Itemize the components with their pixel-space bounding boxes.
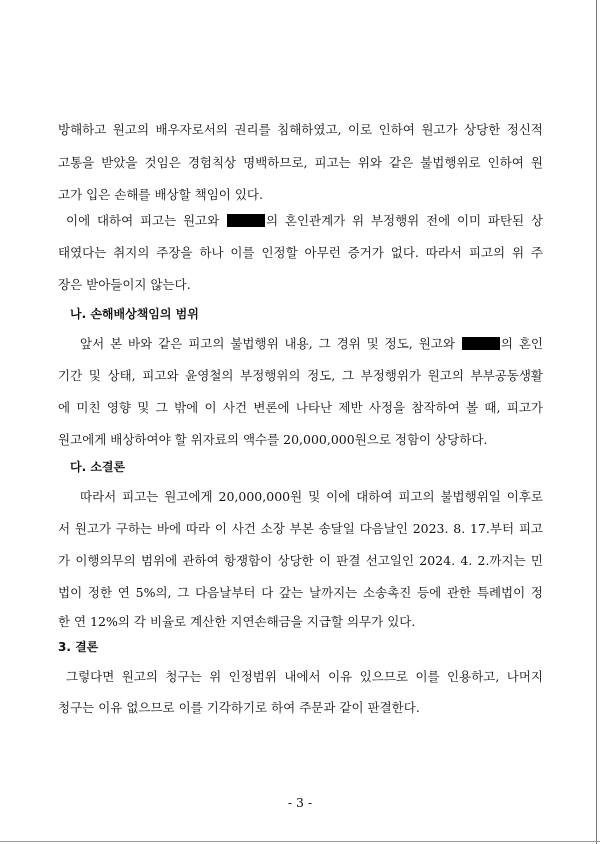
body-line: 가 이행의무의 범위에 관하여 항쟁함이 상당한 이 판결 선고일인 2024. 4. 2.까지는 민 [58, 553, 543, 568]
body-line: 한 연 12%의 각 비율로 계산한 지연손해금을 지급할 의무가 있다. [58, 614, 416, 629]
text-segment: 의 혼인관계가 위 부정행위 전에 이미 파탄된 상 [266, 213, 543, 228]
body-line: 원고에게 배상하여야 할 위자료의 액수를 20,000,000원으로 정함이 상당하다. [58, 432, 488, 447]
body-line: 기간 및 상태, 피고와 윤영철의 부정행위의 정도, 그 부정행위가 원고의 부부공동생활 [58, 368, 543, 383]
body-line [66, 214, 543, 228]
body-line: 장은 받아들이지 않는다. [58, 277, 191, 292]
body-line: 에 미친 영향 및 그 밖에 이 사건 변론에 나타난 제반 사정을 참작하여 볼 때, 피고가 [58, 400, 543, 415]
text-segment: 의 혼인 [500, 336, 543, 351]
body-line: 고통을 받았을 것임은 경험칙상 명백하므로, 피고는 위와 같은 불법행위로 인하여 원 [58, 155, 543, 170]
body-line [80, 337, 543, 351]
page-border-right [596, 0, 597, 844]
redaction-block [227, 214, 265, 227]
page-number: - 3 - [287, 795, 313, 810]
body-line: 그렇다면 원고의 청구는 위 인정범위 내에서 이유 있으므로 이를 인용하고, 나머지 [66, 669, 543, 684]
body-line: 방해하고 원고의 배우자로서의 권리를 침해하였고, 이로 인하여 원고가 상당한 정신적 [58, 122, 543, 137]
section-heading: 3. 결론 [58, 640, 99, 654]
section-heading: 나. 손해배상책임의 범위 [70, 307, 199, 321]
page-border-bottom [0, 841, 600, 842]
section-heading: 다. 소결론 [70, 460, 126, 474]
body-line: 서 원고가 구하는 바에 따라 이 사건 소장 부본 송달일 다음날인 2023. 8. 17.부터 피고 [58, 521, 543, 536]
body-line: 태였다는 취지의 주장을 하나 이를 인정할 아무런 증거가 없다. 따라서 피고의 위 주 [58, 245, 543, 260]
text-segment: 앞서 본 바와 같은 피고의 불법행위 내용, 그 경위 및 정도, 원고와 [80, 336, 455, 351]
redaction-block [462, 337, 500, 350]
body-line: 고가 입은 손해를 배상할 책임이 있다. [58, 187, 263, 202]
body-line: 따라서 피고는 원고에게 20,000,000원 및 이에 대하여 피고의 불법행위일 이후로 [80, 489, 543, 504]
body-line: 청구는 이유 없으므로 이를 기각하기로 하여 주문과 같이 판결한다. [58, 700, 420, 715]
body-line: 법이 정한 연 5%의, 그 다음날부터 다 갚는 날까지는 소송촉진 등에 관한 특례법이 정 [58, 585, 543, 600]
text-segment: 이에 대하여 피고는 원고와 [66, 213, 220, 228]
